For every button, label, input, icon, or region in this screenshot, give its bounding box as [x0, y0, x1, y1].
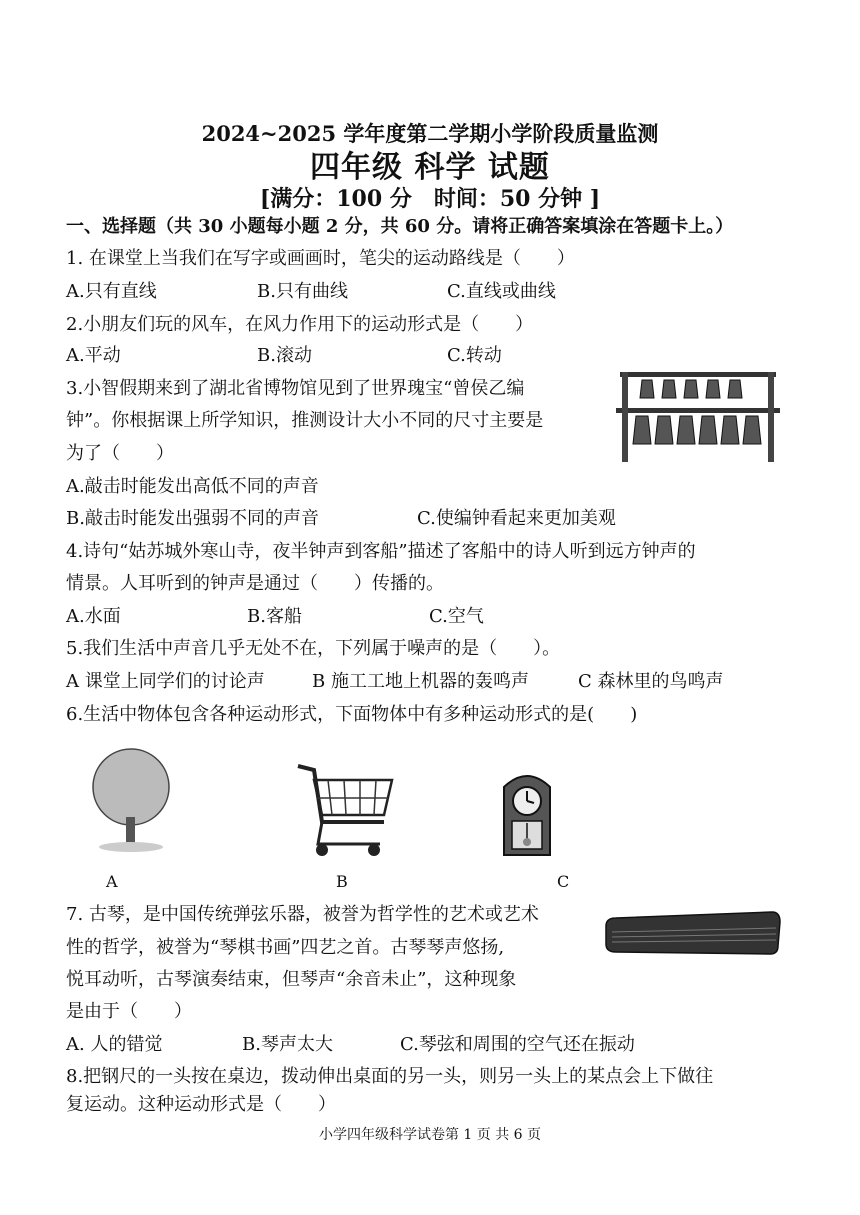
- question-4-stem-line-1: 4.诗句“姑苏城外寒山寺，夜半钟声到客船”描述了客船中的诗人听到远方钟声的: [66, 541, 696, 562]
- question-7-stem-line-2: 性的哲学，被誉为“琴棋书画”四艺之首。古琴琴声悠扬,: [66, 937, 505, 958]
- question-5-option-a: A 课堂上同学们的讨论声: [66, 671, 265, 692]
- question-6-label-b: B: [336, 872, 348, 891]
- question-2-option-b: B.滚动: [257, 345, 312, 366]
- bianzhong-bells-image: [612, 368, 784, 466]
- question-4-option-b: B.客船: [247, 606, 302, 627]
- question-3-option-c: C.使编钟看起来更加美观: [417, 508, 616, 529]
- question-1-stem: 1. 在课堂上当我们在写字或画画时，笔尖的运动路线是（ ）: [66, 248, 575, 269]
- question-7-stem-line-1: 7. 古琴，是中国传统弹弦乐器，被誉为哲学性的艺术或艺术: [66, 904, 539, 925]
- question-6-stem: 6.生活中物体包含各种运动形式，下面物体中有多种运动形式的是( ): [66, 704, 638, 725]
- pendulum-clock-image: [496, 765, 558, 857]
- question-5-option-b: B 施工工地上机器的轰鸣声: [312, 671, 529, 692]
- question-4-option-a: A.水面: [66, 606, 121, 627]
- question-7-stem-line-4: 是由于（ ）: [66, 1001, 192, 1022]
- question-2-stem: 2.小朋友们玩的风车，在风力作用下的运动形式是（ ）: [66, 314, 534, 335]
- tree-image: [86, 745, 176, 855]
- question-7-stem-line-3: 悦耳动听，古琴演奏结束，但琴声“余音未止”，这种现象: [66, 969, 517, 990]
- question-6-label-c: C: [557, 872, 570, 891]
- question-8-stem-line-2: 复运动。这种运动形式是（ ）: [66, 1094, 336, 1115]
- question-7-option-a: A. 人的错觉: [66, 1034, 163, 1055]
- section-heading: 一、选择题（共 30 小题每小题 2 分，共 60 分。请将正确答案填涂在答题卡上。）: [66, 216, 734, 237]
- question-5-option-c: C 森林里的鸟鸣声: [578, 671, 724, 692]
- question-2-option-c: C.转动: [447, 345, 502, 366]
- exam-period-title: 2024~2025 学年度第二学期小学阶段质量监测: [201, 121, 659, 146]
- guqin-image: [602, 904, 782, 960]
- question-3-stem-line-3: 为了（ ）: [66, 443, 174, 464]
- question-3-stem-line-1: 3.小智假期来到了湖北省博物馆见到了世界瑰宝“曾侯乙编: [66, 378, 525, 399]
- question-5-stem: 5.我们生活中声音几乎无处不在，下列属于噪声的是（ ）。: [66, 638, 561, 659]
- question-3-option-a: A.敲击时能发出高低不同的声音: [66, 476, 319, 497]
- exam-score-time: [满分：100 分 时间：50 分钟 ]: [259, 186, 601, 212]
- question-1-option-b: B.只有曲线: [257, 281, 348, 302]
- question-4-stem-line-2: 情景。人耳听到的钟声是通过（ ）传播的。: [66, 573, 444, 594]
- question-8-stem-line-1: 8.把钢尺的一头按在桌边，拨动伸出桌面的另一头，则另一头上的某点会上下做往: [66, 1066, 714, 1087]
- question-1-option-c: C.直线或曲线: [447, 281, 556, 302]
- question-3-stem-line-2: 钟”。你根据课上所学知识，推测设计大小不同的尺寸主要是: [66, 410, 544, 431]
- question-6-label-a: A: [106, 872, 118, 891]
- question-7-option-b: B.琴声太大: [242, 1034, 333, 1055]
- exam-subject-title: 四年级 科学 试题: [310, 150, 550, 185]
- question-2-option-a: A.平动: [66, 345, 121, 366]
- question-4-option-c: C.空气: [429, 606, 484, 627]
- question-3-option-b: B.敲击时能发出强弱不同的声音: [66, 508, 319, 529]
- question-1-option-a: A.只有直线: [66, 281, 157, 302]
- shopping-cart-image: [292, 760, 397, 860]
- page-footer: 小学四年级科学试卷第 1 页 共 6 页: [318, 1127, 542, 1143]
- question-7-option-c: C.琴弦和周围的空气还在振动: [400, 1034, 635, 1055]
